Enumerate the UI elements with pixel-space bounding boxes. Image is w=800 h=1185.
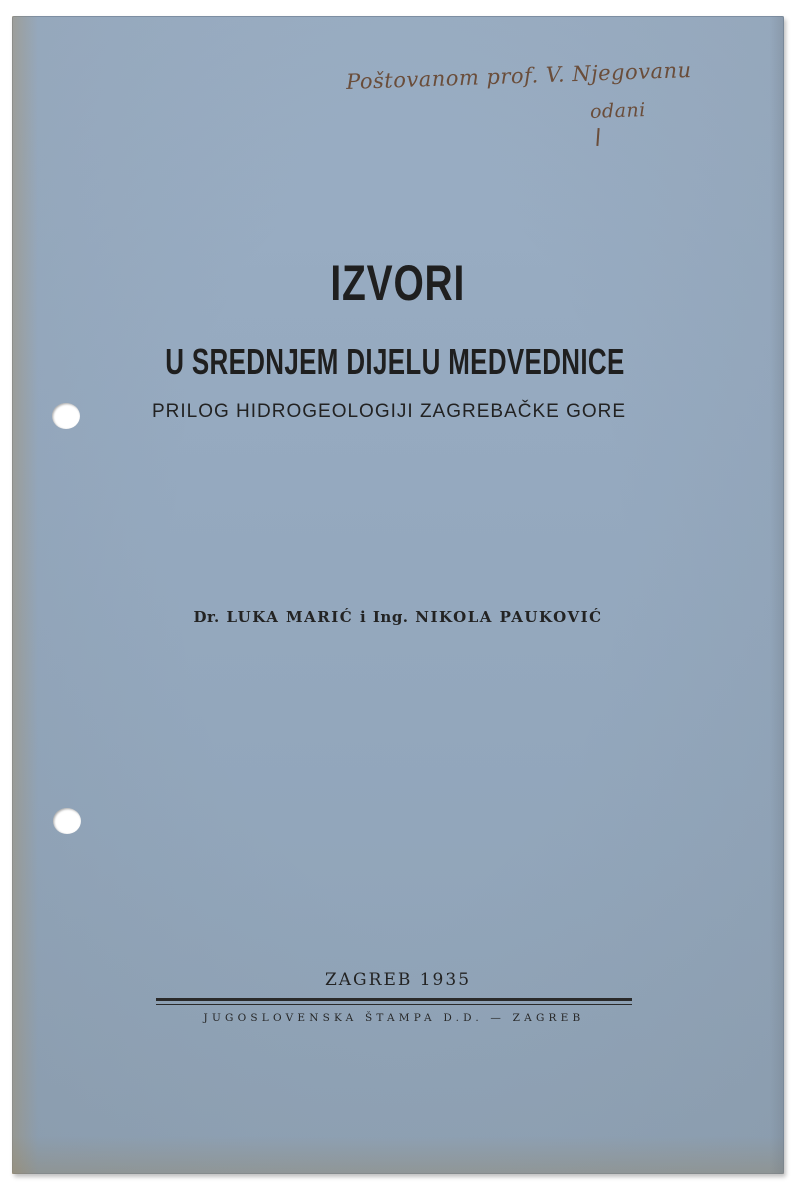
publication-place-year: ZAGREB 1935 <box>324 970 472 990</box>
author-2-prefix: Ing. <box>372 608 409 626</box>
author-connector: i <box>359 608 367 626</box>
cover-aged-edge-bottom <box>12 1136 784 1174</box>
cover-aged-edge-left <box>12 16 38 1174</box>
cover-subtitle: U SREDNJEM DIJELU MEDVEDNICE <box>165 341 625 382</box>
cover-authors <box>12 608 784 626</box>
author-1-name: LUKA MARIĆ <box>226 608 354 626</box>
punch-hole-bottom <box>53 808 81 834</box>
handwritten-dedication-line-2: odani <box>589 99 647 123</box>
handwritten-dedication-line-1: Poštovanom prof. V. Njegovanu <box>345 57 692 95</box>
handwritten-mark <box>596 128 599 146</box>
cover-title: IZVORI <box>330 255 466 311</box>
divider-rule-thick <box>156 998 632 1001</box>
author-1-prefix: Dr. <box>193 608 220 626</box>
printer-imprint: JUGOSLOVENSKA ŠTAMPA D.D. — ZAGREB <box>203 1012 585 1024</box>
author-2-name: NIKOLA PAUKOVIĆ <box>415 608 603 626</box>
divider-rule-thin <box>156 1004 632 1005</box>
cover-shadow-edge-right <box>770 16 784 1174</box>
cover-series-line: PRILOG HIDROGEOLOGIJI ZAGREBAČKE GORE <box>151 401 627 422</box>
book-cover <box>12 16 784 1174</box>
